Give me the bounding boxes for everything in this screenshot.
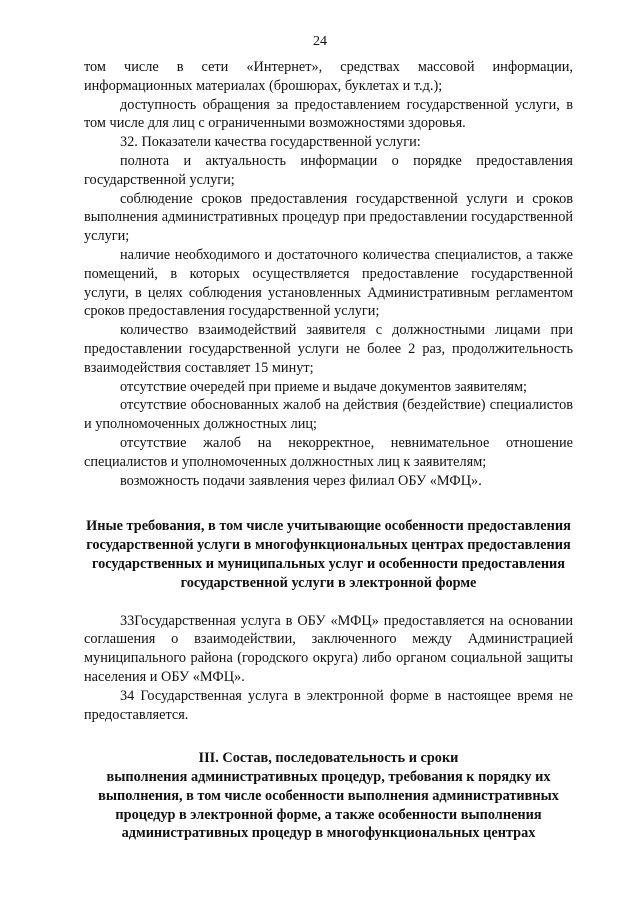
section-heading-iii bbox=[84, 749, 573, 843]
paragraph-specialists: наличие необходимого и достаточного количества специалистов, а также помещений, в которых осуществляется предоставление государственной услуги, в целях соблюдения установленных Административным регламентом сроков предоставления государственной услуги; bbox=[84, 246, 573, 320]
paragraph-mfc-branch: возможность подачи заявления через филиал ОБУ «МФЦ». bbox=[120, 472, 482, 489]
section-heading-iii-line1: III. Состав, последовательность и сроки bbox=[198, 750, 459, 767]
paragraph-33-mfc: 33Государственная услуга в ОБУ «МФЦ» предоставляется на основании соглашения о взаимодействии, заключенного между Администрацией муниципального района (городского округа) либо органом социальной защиты населения и ОБУ «МФЦ». bbox=[84, 612, 573, 685]
section-heading-other-requirements: Иные требования, в том числе учитывающие особенности предоставления государственной услуги в многофункциональных центрах предоставления государственных и муниципальных услуг и особенности предоставления государственной услуги в электронной форме bbox=[86, 518, 571, 591]
paragraph-accessibility: доступность обращения за предоставлением государственной услуги, в том числе для лиц с ограниченными возможностями здоровья. bbox=[84, 96, 573, 132]
paragraph-no-queues: отсутствие очередей при приеме и выдаче документов заявителям; bbox=[120, 378, 528, 395]
paragraph-info-completeness: полнота и актуальность информации о порядке предоставления государственной услуги; bbox=[84, 152, 573, 188]
paragraph-no-justified-complaints: отсутствие обоснованных жалоб на действия (бездействие) специалистов и уполномоченных должностных лиц; bbox=[84, 397, 573, 433]
paragraph-34-electronic: 34 Государственная услуга в электронной форме в настоящее время не предоставляется. bbox=[84, 687, 573, 723]
paragraph-interactions: количество взаимодействий заявителя с должностными лицами при предоставлении государственной услуги не более 2 раз, продолжительность взаимодействия составляет 15 минут; bbox=[84, 322, 573, 376]
section-heading-iii-rest: выполнения административных процедур, требования к порядку их выполнения, в том числе особенности выполнения административных процедур в электронной форме, а также особенности выполнения административных процедур в многофункциональных центрах bbox=[98, 769, 559, 842]
paragraph-deadlines: соблюдение сроков предоставления государственной услуги и сроков выполнения административных процедур при предоставлении государственной услуги; bbox=[84, 190, 573, 245]
spacer bbox=[84, 724, 573, 749]
paragraph-32-quality-indicators: 32. Показатели качества государственной услуги: bbox=[120, 134, 421, 151]
spacer bbox=[84, 490, 573, 517]
paragraph-no-complaints-attitude: отсутствие жалоб на некорректное, невнимательное отношение специалистов и уполномоченных должностных лиц к заявителям; bbox=[84, 434, 573, 470]
paragraph-continuation: том числе в сети «Интернет», средствах массовой информации, информационных материалах (брошюрах, буклетах и т.д.); bbox=[84, 59, 573, 94]
spacer bbox=[84, 593, 573, 612]
document-body bbox=[84, 58, 573, 843]
page-number: 24 bbox=[313, 34, 327, 49]
